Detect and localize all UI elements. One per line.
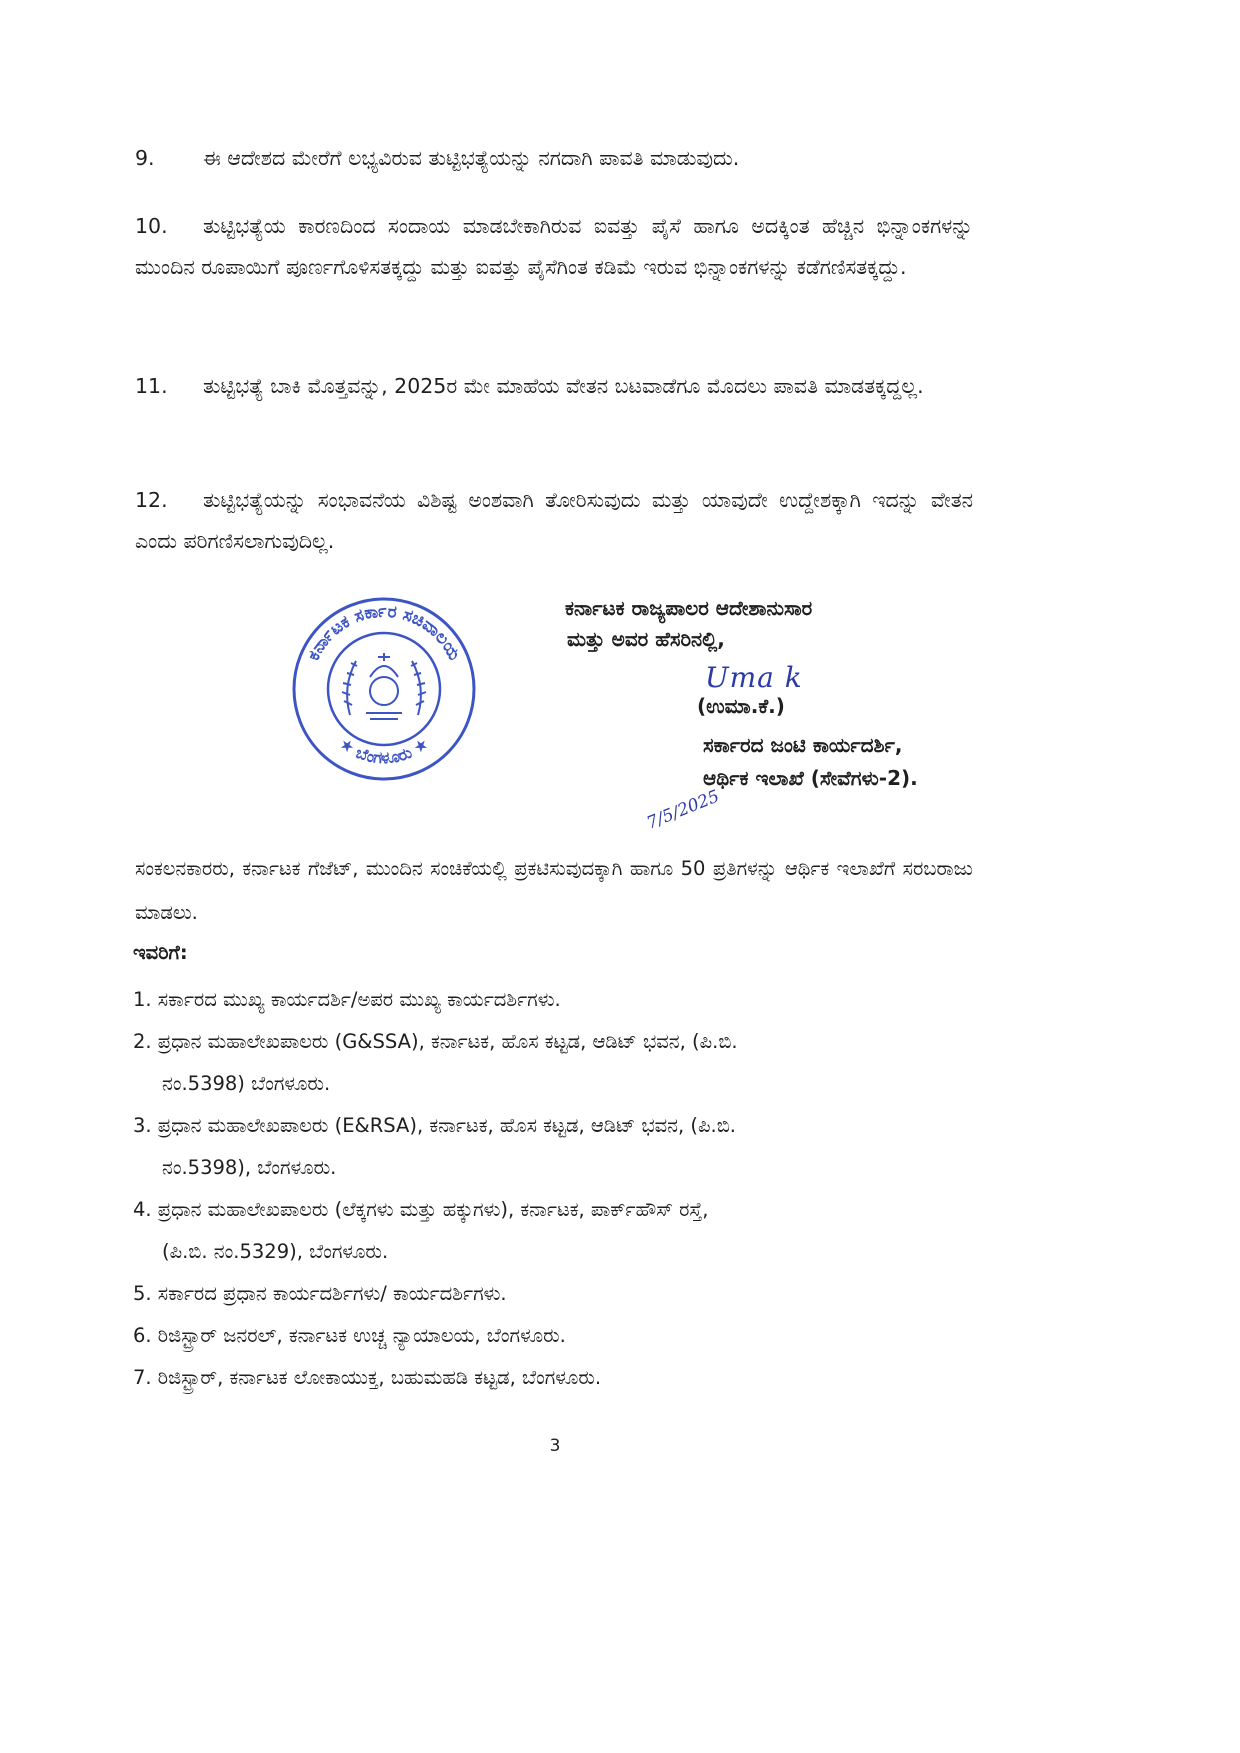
signatory-designation: ಸರ್ಕಾರದ ಜಂಟಿ ಕಾರ್ಯದರ್ಶಿ, [703,733,903,757]
seal-text-top: ಕರ್ನಾಟಕ ಸರ್ಕಾರ ಸಚಿವಾಲಯ [303,601,465,664]
handwritten-date: 7/5/2025 [644,786,723,834]
recipient-line: 5. ಸರ್ಕಾರದ ಪ್ರಧಾನ ಕಾರ್ಯದರ್ಶಿಗಳು/ ಕಾರ್ಯದರ್ಶಿಗಳು. [133,1282,507,1305]
paragraph-text: ತುಟ್ಟಿಭತ್ಯೆಯ ಕಾರಣದಿಂದ ಸಂದಾಯ ಮಾಡಬೇಕಾಗಿರುವ ಐವತ್ತು ಪೈಸೆ ಹಾಗೂ ಅದಕ್ಕಿಂತ ಹೆಚ್ಚಿನ ಭಿನ್ನಾಂಕಗಳನ್ನು ಮುಂದಿನ ರೂಪಾಯಿಗೆ ಪೂರ್ಣಗೊಳಿಸತಕ್ಕದ್ದು ಮತ್ತು ಐವತ್ತು ಪೈಸೆಗಿಂತ ಕಡಿಮೆ ಇರುವ ಭಿನ್ನಾಂಕಗಳನ್ನು ಕಡೆಗಣಿಸತಕ್ಕದ್ದು. [135,214,973,279]
recipient-line: 4. ಪ್ರಧಾನ ಮಹಾಲೇಖಪಾಲರು (ಲೆಕ್ಕಗಳು ಮತ್ತು ಹಕ್ಕುಗಳು), ಕರ್ನಾಟಕ, ಪಾರ್ಕ್‌ಹೌಸ್ ರಸ್ತೆ, [133,1198,709,1221]
recipient-line-cont: ನಂ.5398) ಬೆಂಗಳೂರು. [162,1072,331,1095]
paragraph-text: ತುಟ್ಟಿಭತ್ಯೆ ಬಾಕಿ ಮೊತ್ತವನ್ನು, 2025ರ ಮೇ ಮಾಹೆಯ ವೇತನ ಬಟವಾಡೆಗೂ ಮೊದಲು ಪಾವತಿ ಮಾಡತಕ್ಕದ್ದಲ್ಲ. [203,374,924,398]
signature-block [565,593,985,794]
paragraph-9 [135,138,973,179]
recipient-item [133,979,978,1021]
emblem-icon [342,653,426,719]
recipient-line: 6. ರಿಜಿಸ್ಟ್ರಾರ್ ಜನರಲ್, ಕರ್ನಾಟಕ ಉಚ್ಚ ನ್ಯಾಯಾಲಯ, ಬೆಂಗಳೂರು. [133,1324,566,1347]
recipient-item [133,1021,978,1105]
recipient-line: 1. ಸರ್ಕಾರದ ಮುಖ್ಯ ಕಾರ್ಯದರ್ಶಿ/ಅಪರ ಮುಖ್ಯ ಕಾರ್ಯದರ್ಶಿಗಳು. [133,988,561,1011]
recipient-item [133,1315,978,1357]
recipient-line: 2. ಪ್ರಧಾನ ಮಹಾಲೇಖಪಾಲರು (G&SSA), ಕರ್ನಾಟಕ, ಹೊಸ ಕಟ್ಟಡ, ಆಡಿಟ್ ಭವನ, (ಪಿ.ಬಿ. [133,1030,738,1053]
recipient-line-cont: ನಂ.5398), ಬೆಂಗಳೂರು. [162,1156,337,1179]
signatory-department: ಆರ್ಥಿಕ ಇಲಾಖೆ (ಸೇವೆಗಳು-2). [703,766,918,790]
to-label: ಇವರಿಗೆ: [133,941,188,964]
paragraph-11 [135,366,973,407]
compiler-note: ಸಂಕಲನಕಾರರು, ಕರ್ನಾಟಕ ಗೆಜೆಟ್, ಮುಂದಿನ ಸಂಚಿಕೆಯಲ್ಲಿ ಪ್ರಕಟಿಸುವುದಕ್ಕಾಗಿ ಹಾಗೂ 50 ಪ್ರತಿಗಳನ್ನು ಆರ್ಥಿಕ ಇಲಾಖೆಗೆ ಸರಬರಾಜು ಮಾಡಲು. [135,857,973,924]
paragraph-number: 12. [135,488,168,512]
paragraph-12 [135,480,973,562]
paragraph-number: 11. [135,374,168,398]
recipient-item [133,1357,978,1399]
paragraph-number: 9. [135,146,155,170]
paragraph-text: ಈ ಆದೇಶದ ಮೇರೆಗೆ ಲಭ್ಯವಿರುವ ತುಟ್ಟಿಭತ್ಯೆಯನ್ನು ನಗದಾಗಿ ಪಾವತಿ ಮಾಡುವುದು. [203,146,740,170]
signatory-name: (ಉಮಾ.ಕೆ.) [697,694,785,718]
office-seal [290,595,478,783]
seal-text-bottom: ★ ಬೆಂಗಳೂರು ★ [335,733,433,768]
svg-text:★ ಬೆಂಗಳೂರು ★ [336,734,432,768]
paragraph-text: ತುಟ್ಟಿಭತ್ಯೆಯನ್ನು ಸಂಭಾವನೆಯ ವಿಶಿಷ್ಟ ಅಂಶವಾಗಿ ತೋರಿಸುವುದು ಮತ್ತು ಯಾವುದೇ ಉದ್ದೇಶಕ್ಕಾಗಿ ಇದನ್ನು ವೇತನ ಎಂದು ಪರಿಗಣಿಸಲಾಗುವುದಿಲ್ಲ. [135,488,973,553]
recipient-item [133,1273,978,1315]
recipient-item [133,1105,978,1189]
recipient-line: 3. ಪ್ರಧಾನ ಮಹಾಲೇಖಪಾಲರು (E&RSA), ಕರ್ನಾಟಕ, ಹೊಸ ಕಟ್ಟಡ, ಆಡಿಟ್ ಭವನ, (ಪಿ.ಬಿ. [133,1114,737,1137]
page-number: 3 [549,1436,561,1456]
paragraph-number: 10. [135,214,168,238]
signature-line-1: ಕರ್ನಾಟಕ ರಾಜ್ಯಪಾಲರ ಆದೇಶಾನುಸಾರ [565,596,813,620]
recipients-section [133,935,978,1399]
handwritten-signature: Uma k [705,661,803,694]
recipient-item [133,1189,978,1273]
recipient-line-cont: (ಪಿ.ಬಿ. ನಂ.5329), ಬೆಂಗಳೂರು. [162,1240,389,1263]
signature-line-2: ಮತ್ತು ಅವರ ಹೆಸರಿನಲ್ಲಿ, [567,627,725,651]
recipient-line: 7. ರಿಜಿಸ್ಟ್ರಾರ್, ಕರ್ನಾಟಕ ಲೋಕಾಯುಕ್ತ, ಬಹುಮಹಡಿ ಕಟ್ಟಡ, ಬೆಂಗಳೂರು. [133,1366,602,1389]
paragraph-10 [135,206,973,288]
